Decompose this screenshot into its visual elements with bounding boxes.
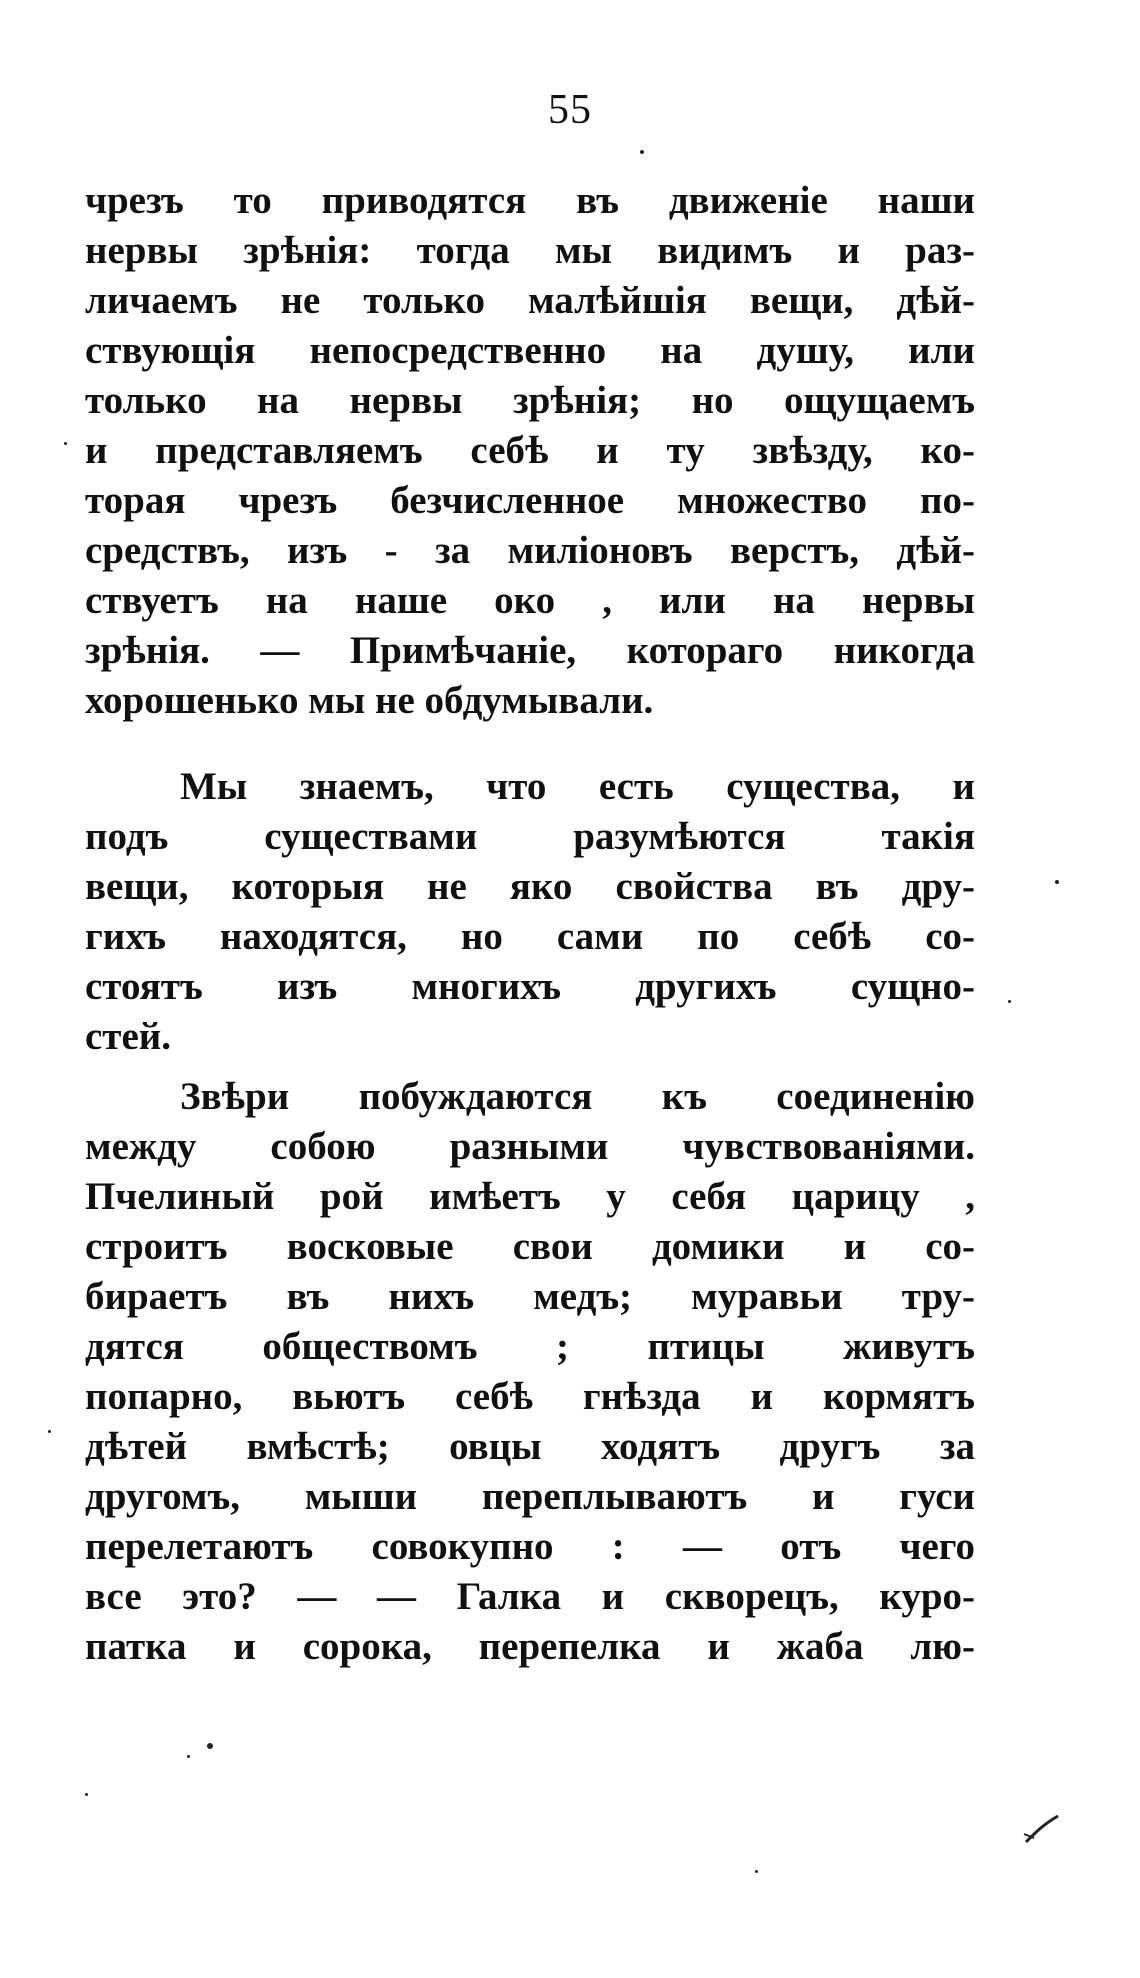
text-line: вещи, которыя не яко свойства въ дру- bbox=[85, 865, 975, 908]
text-line: ствующія непосредственно на душу, или bbox=[85, 329, 975, 372]
text-line: перелетаютъ совокупно : — отъ чего bbox=[85, 1525, 975, 1568]
text-line: между собою разными чувствованіями. bbox=[85, 1125, 975, 1168]
text-line: дѣтей вмѣстѣ; овцы ходятъ другъ за bbox=[85, 1425, 975, 1468]
text-line: ствуетъ на наше око , или на нервы bbox=[85, 579, 975, 622]
text-line: зрѣнія. — Примѣчаніе, котораго никогда bbox=[85, 629, 975, 672]
scan-speck bbox=[1055, 880, 1059, 884]
text-line: и представляемъ себѣ и ту звѣзду, ко- bbox=[85, 429, 975, 472]
page-number: 55 bbox=[548, 87, 592, 133]
text-line: стей. bbox=[85, 1015, 171, 1058]
text-line: Мы знаемъ, что есть существа, и bbox=[180, 765, 975, 808]
scan-speck bbox=[755, 1870, 758, 1873]
text-line: бираетъ въ нихъ медъ; муравьи тру- bbox=[85, 1275, 975, 1318]
text-line: Звѣри побуждаются къ соединенію bbox=[180, 1075, 975, 1118]
scan-speck bbox=[207, 1743, 213, 1749]
text-line: патка и сорока, перепелка и жаба лю- bbox=[85, 1625, 975, 1668]
scan-speck bbox=[187, 1755, 190, 1758]
scan-speck bbox=[640, 150, 644, 154]
text-line: другомъ, мыши переплываютъ и гуси bbox=[85, 1475, 975, 1518]
text-line: подъ существами разумѣются такія bbox=[85, 815, 975, 858]
text-line: средствъ, изъ - за миліоновъ верстъ, дѣй- bbox=[85, 529, 975, 572]
scan-speck bbox=[85, 1793, 88, 1796]
text-line: строитъ восковые свои домики и со- bbox=[85, 1225, 975, 1268]
text-line: все это? — — Галка и скворецъ, куро- bbox=[85, 1575, 975, 1618]
text-line: хорошенько мы не обдумывали. bbox=[85, 679, 654, 722]
text-line: чрезъ то приводятся въ движеніе наши bbox=[85, 179, 975, 222]
scan-speck bbox=[64, 442, 67, 445]
text-line: нервы зрѣнія: тогда мы видимъ и раз- bbox=[85, 229, 975, 272]
text-line: дятся обществомъ ; птицы живутъ bbox=[85, 1325, 975, 1368]
text-line: попарно, вьютъ себѣ гнѣзда и кормятъ bbox=[85, 1375, 975, 1418]
text-line: стоятъ изъ многихъ другихъ сущно- bbox=[85, 965, 975, 1008]
text-line: личаемъ не только малѣйшія вещи, дѣй- bbox=[85, 279, 975, 322]
text-line: гихъ находятся, но сами по себѣ со- bbox=[85, 915, 975, 958]
text-line: Пчелиный рой имѣетъ у себя царицу , bbox=[85, 1175, 975, 1218]
text-line: торая чрезъ безчисленное множество по- bbox=[85, 479, 975, 522]
text-line: только на нервы зрѣнія; но ощущаемъ bbox=[85, 379, 975, 422]
scan-speck bbox=[48, 1430, 51, 1433]
scan-speck bbox=[1008, 1000, 1011, 1003]
ink-mark bbox=[1022, 1812, 1062, 1846]
